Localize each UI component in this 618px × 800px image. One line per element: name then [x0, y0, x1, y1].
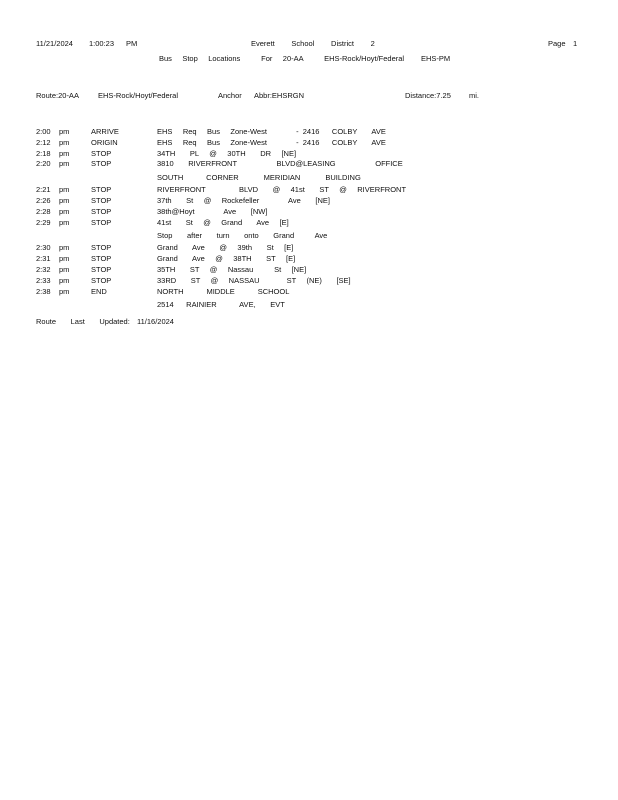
- stop-time: 2:18: [36, 149, 51, 158]
- stop-row: [0, 287, 618, 297]
- stop-time: 2:31: [36, 254, 51, 263]
- stop-type: STOP: [91, 265, 112, 274]
- route-updated-date: 11/16/2024: [137, 317, 174, 326]
- stop-ampm: pm: [59, 287, 70, 296]
- stop-ampm: pm: [59, 159, 70, 168]
- stop-type: STOP: [91, 207, 112, 216]
- stop-row: [0, 138, 618, 148]
- stop-location: 35TH ST @ Nassau St [NE]: [157, 265, 307, 274]
- stop-ampm: pm: [59, 138, 70, 147]
- stop-ampm: pm: [59, 243, 70, 252]
- stop-type: STOP: [91, 243, 112, 252]
- distance-unit: mi.: [469, 91, 479, 100]
- stop-location: EHS Req Bus Zone-West - 2416 COLBY AVE: [157, 138, 386, 147]
- report-ampm: PM: [126, 39, 138, 48]
- stop-type: ARRIVE: [91, 127, 119, 136]
- stop-row: [0, 127, 618, 137]
- page-number: 1: [573, 39, 578, 48]
- report-subtitle: Bus Stop Locations For 20-AA EHS-Rock/Hoyt/Federal: [159, 54, 405, 63]
- stop-location: RIVERFRONT BLVD @ 41st ST @ RIVERFRONT: [157, 185, 407, 194]
- stop-type: END: [91, 287, 107, 296]
- stop-time: 2:29: [36, 218, 51, 227]
- stop-row: [0, 265, 618, 275]
- stop-location: NORTH MIDDLE SCHOOL: [157, 287, 290, 296]
- report-time: 1:00:23: [89, 39, 115, 48]
- stop-ampm: pm: [59, 196, 70, 205]
- stop-location: EHS Req Bus Zone-West - 2416 COLBY AVE: [157, 127, 386, 136]
- stop-location: Stop after turn onto Grand Ave: [157, 231, 328, 240]
- stop-time: 2:12: [36, 138, 51, 147]
- stop-row: [0, 254, 618, 264]
- stop-type: STOP: [91, 185, 112, 194]
- anchor-label: Anchor: [218, 91, 242, 100]
- stop-time: 2:32: [36, 265, 51, 274]
- anchor-abbr: Abbr:EHSRGN: [254, 91, 305, 100]
- stop-row: [0, 173, 618, 183]
- stop-type: STOP: [91, 149, 112, 158]
- stop-type: STOP: [91, 159, 112, 168]
- report-subtitle-right: EHS-PM: [421, 54, 451, 63]
- stop-row: [0, 276, 618, 286]
- route-distance: Distance:7.25: [405, 91, 451, 100]
- stop-location: Grand Ave @ 39th St [E]: [157, 243, 294, 252]
- stop-location: 41st St @ Grand Ave [E]: [157, 218, 289, 227]
- stop-type: STOP: [91, 276, 112, 285]
- stop-location: 37th St @ Rockefeller Ave [NE]: [157, 196, 330, 205]
- stop-type: STOP: [91, 196, 112, 205]
- route-name: EHS-Rock/Hoyt/Federal: [98, 91, 179, 100]
- stop-row: [0, 196, 618, 206]
- stop-ampm: pm: [59, 276, 70, 285]
- stop-location: 2514 RAINIER AVE, EVT: [157, 300, 285, 309]
- stop-ampm: pm: [59, 207, 70, 216]
- route-id: Route:20-AA: [36, 91, 79, 100]
- stop-row: [0, 300, 618, 310]
- stop-location: 34TH PL @ 30TH DR [NE]: [157, 149, 297, 158]
- stop-location: Grand Ave @ 38TH ST [E]: [157, 254, 296, 263]
- stop-time: 2:28: [36, 207, 51, 216]
- report-date: 11/21/2024: [36, 39, 73, 48]
- stop-ampm: pm: [59, 149, 70, 158]
- district-name: Everett School District 2: [251, 39, 375, 48]
- stop-location: 38th@Hoyt Ave [NW]: [157, 207, 268, 216]
- stop-row: [0, 159, 618, 169]
- stop-row: [0, 218, 618, 228]
- stop-ampm: pm: [59, 254, 70, 263]
- stop-time: 2:30: [36, 243, 51, 252]
- stop-type: STOP: [91, 218, 112, 227]
- stop-ampm: pm: [59, 218, 70, 227]
- stop-type: STOP: [91, 254, 112, 263]
- route-updated-label: Route Last Updated:: [36, 317, 130, 326]
- stop-time: 2:21: [36, 185, 51, 194]
- stop-time: 2:20: [36, 159, 51, 168]
- stop-row: [0, 243, 618, 253]
- stop-ampm: pm: [59, 127, 70, 136]
- stop-ampm: pm: [59, 185, 70, 194]
- stop-row: [0, 207, 618, 217]
- stop-row: [0, 185, 618, 195]
- stop-ampm: pm: [59, 265, 70, 274]
- stop-time: 2:38: [36, 287, 51, 296]
- stop-location: SOUTH CORNER MERIDIAN BUILDING: [157, 173, 361, 182]
- stop-time: 2:26: [36, 196, 51, 205]
- stop-row: [0, 149, 618, 159]
- stop-row: [0, 231, 618, 241]
- stop-type: ORIGIN: [91, 138, 118, 147]
- stop-location: 3810 RIVERFRONT BLVD@LEASING OFFICE: [157, 159, 403, 168]
- stop-location: 33RD ST @ NASSAU ST (NE) [SE]: [157, 276, 351, 285]
- stop-time: 2:33: [36, 276, 51, 285]
- page-label: Page: [548, 39, 566, 48]
- stop-time: 2:00: [36, 127, 51, 136]
